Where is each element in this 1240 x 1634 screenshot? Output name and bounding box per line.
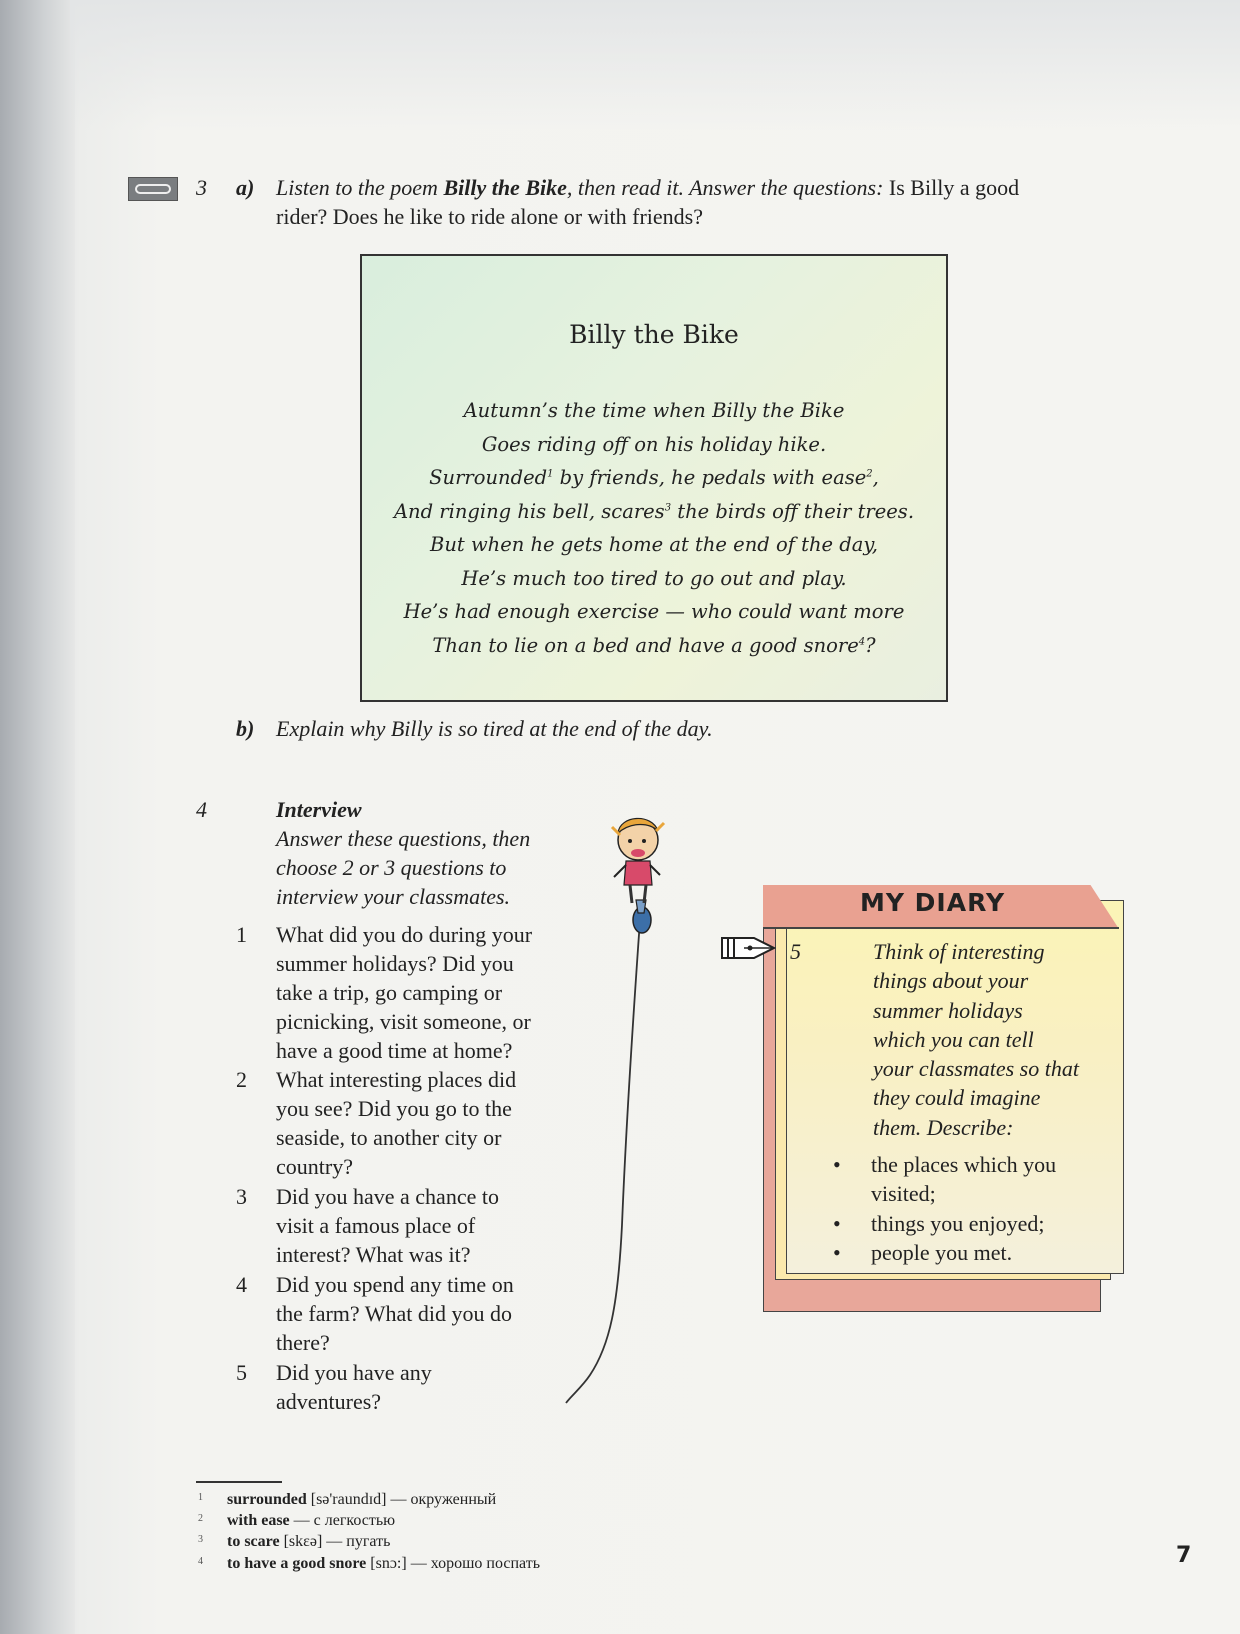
footnote-3-number: 3	[198, 1534, 203, 1545]
exercise-3a-letter: a)	[236, 175, 255, 200]
diary-bullet-2: things you enjoyed;	[871, 1211, 1045, 1236]
poem-lines	[362, 394, 946, 662]
poem-line-8: Than to lie on a bed and have a good snore$^4$?	[432, 633, 876, 657]
diary-bullet-3-mark: •	[833, 1240, 841, 1265]
audio-cassette-icon	[128, 177, 178, 201]
question-3-text: Did you have a chance to visit a famous place of interest? What was it?	[276, 1184, 499, 1267]
poem-line-5: But when he gets home at the end of the day,	[430, 533, 878, 556]
poem-line-4: And ringing his bell, scares$^3$ the birds off their trees.	[393, 499, 915, 523]
footnote-3: to scare [skɛə] — пугать	[227, 1533, 391, 1550]
exercise-3b-text: Explain why Billy is so tired at the end of the day.	[276, 716, 713, 741]
footnote-1-number: 1	[198, 1492, 203, 1503]
footnote-4: to have a good snore [snɔ:] — хорошо поспать	[227, 1555, 541, 1572]
exercise-4-number: 4	[196, 797, 207, 822]
question-4-text: Did you spend any time on the farm? What did you do there?	[276, 1272, 514, 1355]
question-1-text: What did you do during your summer holidays? Did you take a trip, go camping or picnicking, visit someone, or have a good time at home?	[276, 922, 533, 1063]
boy-on-balloon-illustration	[560, 805, 700, 1410]
footnote-ref-1: 1	[547, 468, 554, 480]
poem-line-6: He’s much too tired to go out and play.	[461, 566, 847, 590]
footnote-2: with ease — с легкостью	[227, 1512, 396, 1529]
exercise-3b-letter: b)	[236, 716, 255, 741]
diary-bullet-1-mark: •	[833, 1152, 841, 1177]
pen-nib-icon	[720, 935, 776, 961]
diary-bullet-1: the places which you visited;	[871, 1152, 1057, 1207]
poem-line-2: Goes riding off on his holiday hike.	[481, 432, 827, 456]
questions-part-1: Is Billy a good	[883, 175, 1020, 200]
poem-name-ref: Billy the Bike	[443, 175, 567, 200]
footnote-4-number: 4	[198, 1556, 203, 1567]
footnote-2-number: 2	[198, 1513, 203, 1524]
poem-box	[360, 254, 948, 702]
question-5-text: Did you have any adventures?	[276, 1360, 432, 1414]
diary-title: MY DIARY	[860, 888, 1006, 917]
question-2-text: What interesting places did you see? Did you go to the seaside, to another city or country?	[276, 1067, 517, 1179]
question-4-number: 4	[236, 1272, 247, 1297]
diary-bullet-2-mark: •	[833, 1211, 841, 1236]
question-5-number: 5	[236, 1360, 247, 1385]
question-3-number: 3	[236, 1184, 247, 1209]
footnote-1: surrounded [sə'raundɪd] — окруженный	[227, 1491, 497, 1508]
exercise-3a-instruction	[276, 173, 1019, 202]
footnote-ref-2: 2	[866, 468, 873, 480]
instruction-part-1: Listen to the poem	[276, 175, 444, 200]
question-2-number: 2	[236, 1067, 247, 1092]
instruction-part-2: , then read it. Answer the questions:	[566, 175, 884, 200]
diary-exercise-number: 5	[790, 939, 801, 964]
exercise-3a-questions: rider? Does he like to ride alone or with friends?	[276, 204, 704, 229]
poem-title: Billy the Bike	[569, 320, 739, 349]
question-1-number: 1	[236, 922, 247, 947]
poem-line-3: Surrounded$^1$ by friends, he pedals with ease$^2$,	[429, 466, 879, 489]
book-spine-shadow	[0, 0, 75, 1634]
exercise-3-number: 3	[196, 175, 207, 200]
poem-line-7: He’s had enough exercise — who could want more	[403, 600, 905, 623]
footnote-ref-4: 4	[858, 636, 866, 647]
diary-bullet-3: people you met.	[871, 1240, 1013, 1265]
exercise-4-title: Interview	[276, 797, 362, 822]
poem-line-1: Autumn’s the time when Billy the Bike	[463, 399, 845, 422]
exercise-4-instruction: Answer these questions, then choose 2 or 3 questions to interview your classmates.	[276, 826, 531, 909]
footnote-ref-3: 3	[664, 502, 672, 513]
page-number: 7	[1176, 1543, 1192, 1568]
diary-instruction: Think of interesting things about your summer holidays which you can tell your classmates so that they could imagine them. Describe:	[873, 939, 1079, 1140]
footnote-rule	[196, 1481, 282, 1483]
page-top-shade	[70, 0, 1240, 130]
